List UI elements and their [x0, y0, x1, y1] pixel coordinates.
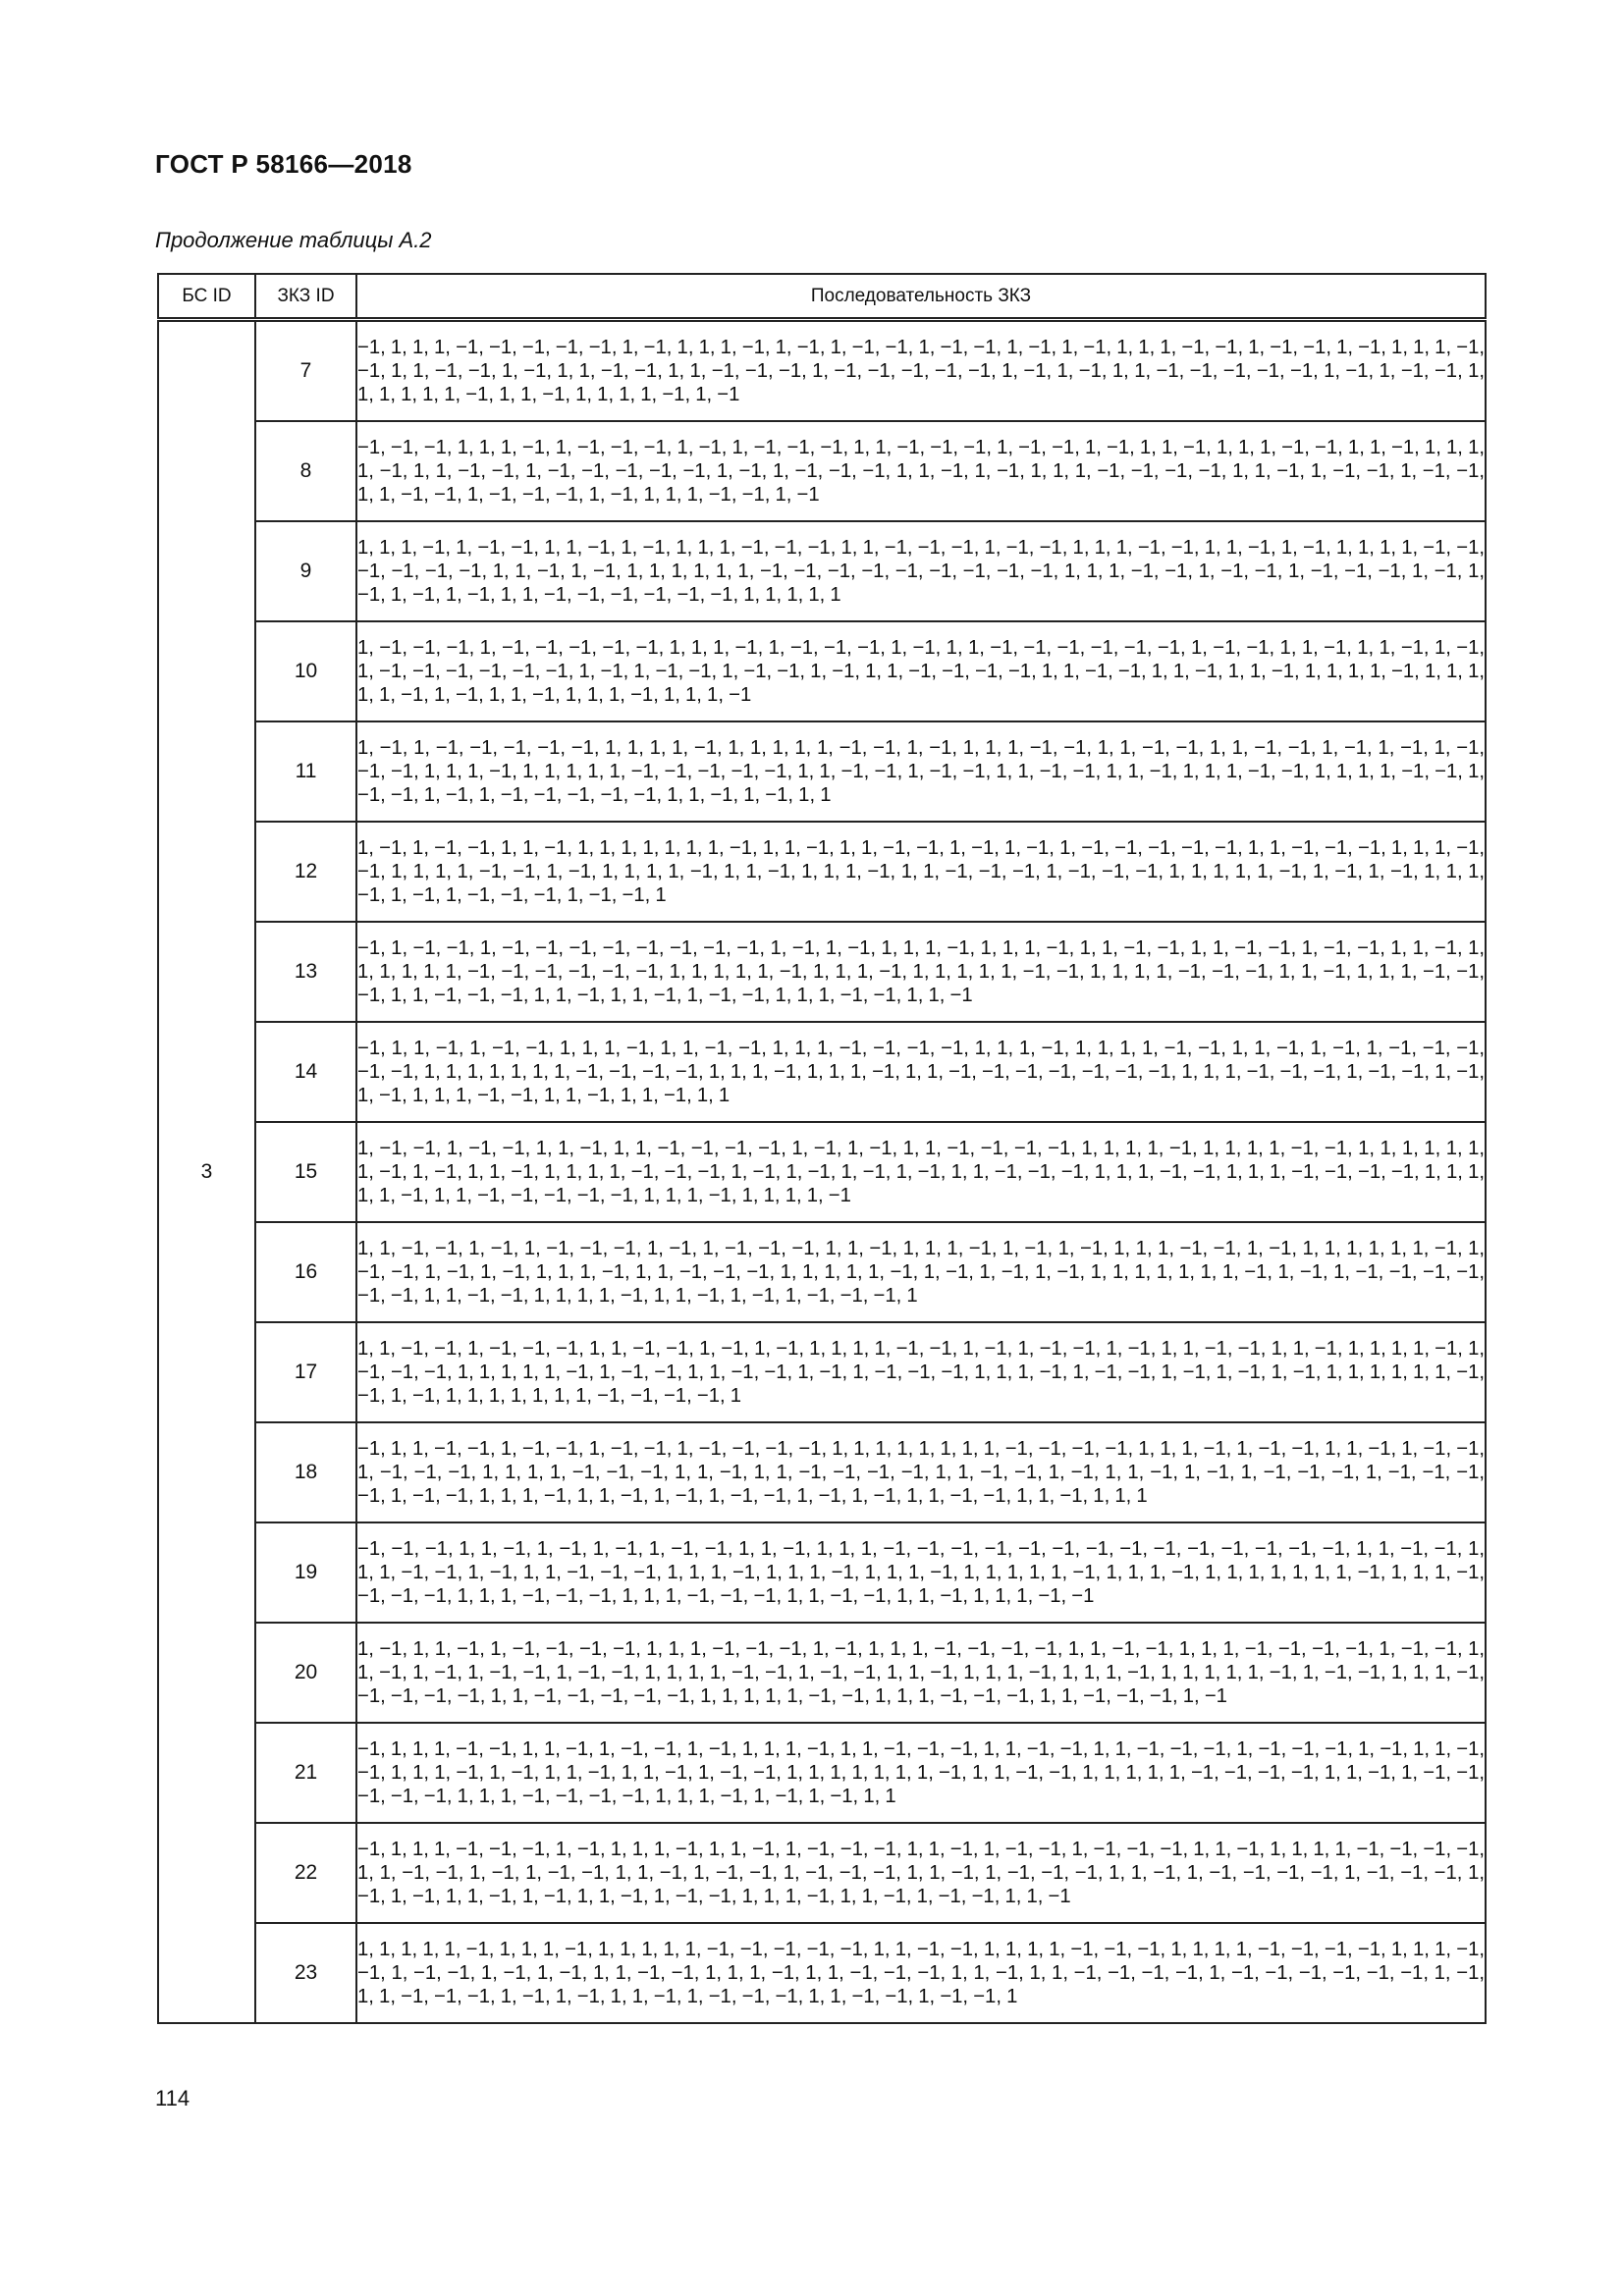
- table-row: [158, 421, 1486, 521]
- zkz-id-cell: 11: [255, 721, 356, 822]
- table-row: [158, 1923, 1486, 2023]
- sequence-cell: 1, −1, 1, 1, −1, 1, −1, −1, −1, −1, 1, 1, 1, −1, −1, −1, 1, −1, 1, 1, 1, −1, −1, −1, −1, 1, 1, −1, −1, 1, 1, 1, −1, −1, −1, −1, 1, −1, −1, 1, 1, −1, 1, −1, 1, −1, −1, 1, −1, −1, 1, 1, 1, 1, −1, −1, 1, −1, −1, 1, 1, −1, 1, 1, 1, −1, 1, 1, 1, −1, 1, 1, 1, 1, 1, −1, 1, −1, −1, 1, 1, 1, −1, −1, −1, −1, −1, 1, 1, −1, −1, −1, −1, −1, 1, 1, 1, 1, 1, −1, −1, 1, 1, 1, −1, −1, −1, 1, 1, −1, −1, −1, 1, −1: [356, 1623, 1486, 1723]
- zkz-id-cell: 14: [255, 1022, 356, 1122]
- table-row: [158, 1723, 1486, 1823]
- zkz-id-cell: 17: [255, 1322, 356, 1422]
- bs-id-cell: 3: [158, 320, 255, 2024]
- sequence-cell: 1, −1, −1, −1, 1, −1, −1, −1, −1, −1, 1, 1, 1, −1, 1, −1, −1, −1, 1, −1, 1, 1, −1, −1, −1, −1, −1, −1, 1, −1, −1, 1, 1, −1, 1, 1, −1, 1, −1, 1, −1, −1, −1, −1, −1, −1, 1, −1, 1, −1, −1, 1, −1, −1, 1, −1, 1, 1, −1, −1, −1, −1, 1, 1, −1, −1, 1, 1, −1, 1, 1, −1, 1, 1, 1, 1, −1, 1, 1, 1, 1, 1, −1, 1, −1, 1, 1, −1, 1, 1, 1, −1, 1, 1, 1, −1: [356, 621, 1486, 721]
- sequence-cell: −1, −1, −1, 1, 1, 1, −1, 1, −1, −1, −1, 1, −1, 1, −1, −1, −1, 1, 1, −1, −1, −1, 1, −1, −1, 1, −1, 1, 1, −1, 1, 1, 1, −1, −1, 1, 1, −1, 1, 1, 1, 1, −1, 1, 1, −1, −1, 1, −1, −1, −1, −1, −1, 1, −1, 1, −1, −1, −1, 1, 1, −1, 1, −1, 1, 1, 1, −1, −1, −1, −1, 1, 1, −1, 1, −1, −1, 1, −1, −1, 1, 1, −1, −1, 1, −1, −1, −1, 1, −1, 1, 1, 1, −1, −1, 1, −1: [356, 421, 1486, 521]
- sequence-cell: −1, 1, 1, 1, −1, −1, −1, 1, −1, 1, 1, 1, −1, 1, 1, −1, 1, −1, −1, −1, 1, 1, −1, 1, −1, −1, 1, −1, −1, −1, 1, 1, −1, 1, 1, 1, 1, −1, −1, −1, −1, 1, 1, −1, −1, 1, −1, 1, −1, −1, 1, 1, −1, 1, −1, −1, 1, −1, −1, −1, 1, 1, −1, 1, −1, −1, −1, 1, 1, −1, 1, −1, −1, −1, −1, 1, −1, −1, −1, 1, −1, 1, −1, 1, 1, −1, 1, −1, 1, 1, −1, 1, −1, −1, 1, 1, 1, −1, 1, 1, −1, 1, −1, −1, 1, 1, −1: [356, 1823, 1486, 1923]
- document-header-title: ГОСТ Р 58166—2018: [155, 149, 412, 179]
- sequence-cell: 1, 1, −1, −1, 1, −1, −1, −1, 1, 1, −1, −1, 1, −1, 1, −1, 1, 1, 1, 1, −1, −1, 1, −1, 1, −1, −1, 1, −1, 1, 1, −1, −1, 1, 1, −1, 1, 1, 1, 1, −1, 1, −1, −1, −1, 1, 1, 1, 1, 1, −1, 1, −1, −1, 1, 1, −1, −1, 1, −1, 1, −1, −1, −1, 1, 1, 1, −1, 1, −1, −1, 1, −1, 1, −1, 1, −1, 1, 1, 1, 1, 1, 1, −1, −1, 1, −1, 1, 1, 1, 1, 1, 1, 1, −1, −1, −1, −1, 1: [356, 1322, 1486, 1422]
- zkz-id-cell: 12: [255, 822, 356, 922]
- sequence-cell: −1, 1, −1, −1, 1, −1, −1, −1, −1, −1, −1, −1, −1, 1, −1, 1, −1, 1, 1, 1, −1, 1, 1, 1, −1, 1, 1, −1, −1, 1, 1, −1, −1, 1, −1, −1, 1, 1, −1, 1, 1, 1, 1, 1, 1, −1, −1, −1, −1, −1, −1, 1, 1, 1, 1, 1, −1, 1, 1, 1, −1, 1, 1, 1, 1, 1, −1, −1, 1, 1, 1, 1, −1, −1, −1, 1, 1, −1, 1, 1, 1, −1, −1, −1, 1, 1, −1, −1, −1, 1, 1, −1, 1, 1, −1, 1, −1, −1, 1, 1, 1, −1, −1, 1, 1, −1: [356, 922, 1486, 1022]
- zkz-id-cell: 10: [255, 621, 356, 721]
- zkz-id-cell: 13: [255, 922, 356, 1022]
- zkz-id-cell: 15: [255, 1122, 356, 1222]
- sequence-cell: −1, −1, −1, 1, 1, −1, 1, −1, 1, −1, 1, −1, −1, 1, 1, −1, 1, 1, 1, −1, −1, −1, −1, −1, −1, −1, −1, −1, −1, −1, −1, −1, −1, 1, 1, −1, −1, 1, 1, 1, −1, −1, 1, −1, 1, 1, −1, −1, −1, 1, 1, 1, −1, 1, 1, 1, −1, 1, 1, 1, −1, 1, 1, 1, 1, 1, −1, 1, 1, 1, −1, 1, 1, 1, 1, 1, 1, 1, −1, 1, 1, 1, −1, −1, −1, −1, 1, 1, 1, −1, −1, −1, 1, 1, 1, −1, −1, −1, 1, 1, −1, −1, 1, 1, −1, 1, 1, 1, −1, −1: [356, 1522, 1486, 1623]
- sequence-cell: 1, 1, −1, −1, 1, −1, 1, −1, −1, −1, 1, −1, 1, −1, −1, −1, 1, 1, −1, 1, 1, 1, −1, 1, −1, 1, −1, 1, 1, 1, −1, −1, 1, −1, 1, 1, 1, 1, 1, 1, −1, 1, −1, −1, 1, −1, 1, −1, 1, 1, 1, −1, 1, 1, −1, −1, −1, 1, 1, 1, 1, 1, −1, 1, −1, 1, −1, 1, −1, 1, 1, 1, 1, 1, 1, 1, −1, 1, −1, 1, −1, −1, −1, −1, −1, −1, 1, 1, −1, −1, 1, 1, 1, 1, −1, 1, 1, −1, 1, −1, 1, −1, −1, −1, 1: [356, 1222, 1486, 1322]
- zkz-id-cell: 23: [255, 1923, 356, 2023]
- sequence-cell: −1, 1, 1, 1, −1, −1, −1, −1, −1, 1, −1, 1, 1, 1, −1, 1, −1, 1, −1, −1, 1, −1, −1, 1, −1, 1, −1, 1, 1, 1, −1, −1, 1, −1, −1, 1, −1, 1, 1, 1, −1, −1, 1, 1, −1, −1, 1, −1, 1, 1, −1, −1, 1, 1, −1, −1, −1, 1, −1, −1, −1, −1, −1, 1, −1, 1, −1, 1, 1, −1, −1, −1, −1, −1, 1, −1, 1, −1, −1, 1, 1, 1, 1, 1, 1, −1, 1, 1, −1, 1, 1, 1, 1, −1, 1, −1: [356, 320, 1486, 422]
- table-row: [158, 1022, 1486, 1122]
- zkz-id-cell: 20: [255, 1623, 356, 1723]
- table-row: [158, 1623, 1486, 1723]
- table-row: [158, 1122, 1486, 1222]
- table-row: [158, 922, 1486, 1022]
- sequence-cell: −1, 1, 1, −1, 1, −1, −1, 1, 1, 1, −1, 1, 1, −1, −1, 1, 1, 1, −1, −1, −1, −1, 1, 1, 1, −1, 1, 1, 1, 1, −1, −1, 1, 1, −1, 1, −1, 1, −1, −1, −1, −1, −1, 1, 1, 1, 1, 1, 1, 1, −1, −1, −1, −1, 1, 1, 1, −1, 1, 1, 1, −1, 1, 1, −1, −1, −1, −1, −1, −1, −1, 1, 1, 1, −1, −1, −1, 1, −1, −1, 1, −1, 1, −1, 1, 1, 1, −1, −1, 1, 1, −1, 1, 1, −1, 1, 1: [356, 1022, 1486, 1122]
- table-row: [158, 1222, 1486, 1322]
- zkz-id-cell: 8: [255, 421, 356, 521]
- table-row: [158, 822, 1486, 922]
- zkz-id-cell: 16: [255, 1222, 356, 1322]
- zkz-id-cell: 18: [255, 1422, 356, 1522]
- table-row: [158, 1522, 1486, 1623]
- zkz-id-cell: 19: [255, 1522, 356, 1623]
- table-caption: Продолжение таблицы А.2: [155, 228, 432, 252]
- table-row: [158, 1422, 1486, 1522]
- sequence-cell: 1, −1, 1, −1, −1, −1, −1, −1, 1, 1, 1, 1, −1, 1, 1, 1, 1, 1, −1, −1, 1, −1, 1, 1, 1, −1, −1, 1, 1, −1, −1, 1, 1, −1, −1, 1, −1, 1, −1, 1, −1, −1, −1, 1, 1, 1, −1, 1, 1, 1, 1, 1, −1, −1, −1, −1, −1, 1, 1, −1, −1, 1, −1, −1, 1, 1, −1, −1, 1, 1, −1, 1, 1, 1, −1, −1, 1, 1, 1, 1, −1, −1, 1, −1, −1, 1, −1, 1, −1, −1, −1, −1, −1, 1, 1, −1, 1, −1, 1, 1: [356, 721, 1486, 822]
- sequence-table: [157, 273, 1487, 2024]
- zkz-id-cell: 22: [255, 1823, 356, 1923]
- sequence-cell: −1, 1, 1, −1, −1, 1, −1, −1, 1, −1, −1, 1, −1, −1, −1, −1, 1, 1, 1, 1, 1, 1, 1, 1, −1, −1, −1, −1, 1, 1, 1, −1, 1, −1, −1, 1, 1, −1, 1, −1, −1, 1, −1, −1, −1, 1, 1, 1, 1, −1, −1, −1, 1, 1, −1, 1, 1, −1, −1, −1, −1, 1, 1, −1, −1, 1, −1, 1, 1, −1, 1, −1, 1, −1, −1, −1, 1, −1, −1, −1, −1, 1, −1, −1, 1, 1, 1, −1, 1, 1, −1, 1, −1, 1, −1, −1, 1, −1, 1, −1, 1, 1, −1, −1, 1, 1, −1, 1, 1, 1: [356, 1422, 1486, 1522]
- column-header-zkz-id: ЗКЗ ID: [255, 274, 356, 320]
- sequence-cell: 1, −1, 1, −1, −1, 1, 1, −1, 1, 1, 1, 1, 1, 1, 1, −1, 1, 1, −1, 1, 1, −1, −1, 1, −1, 1, −1, 1, −1, −1, −1, −1, −1, 1, 1, −1, −1, −1, 1, 1, 1, −1, −1, 1, 1, 1, 1, −1, −1, 1, −1, 1, 1, 1, 1, −1, 1, 1, −1, 1, 1, 1, −1, 1, 1, −1, −1, −1, 1, −1, −1, −1, 1, 1, 1, 1, 1, −1, 1, −1, 1, −1, 1, 1, 1, −1, 1, −1, 1, −1, −1, −1, 1, −1, −1, 1: [356, 822, 1486, 922]
- zkz-id-cell: 21: [255, 1723, 356, 1823]
- column-header-sequence: Последовательность ЗКЗ: [356, 274, 1486, 320]
- table-row: [158, 521, 1486, 621]
- table-row: [158, 320, 1486, 422]
- table-header-row: [158, 274, 1486, 320]
- table-row: [158, 721, 1486, 822]
- table-row: [158, 1322, 1486, 1422]
- sequence-cell: 1, −1, −1, 1, −1, −1, 1, 1, −1, 1, 1, −1, −1, −1, −1, 1, −1, 1, −1, 1, 1, −1, −1, −1, −1, 1, 1, 1, 1, −1, 1, 1, 1, 1, −1, −1, 1, 1, 1, 1, 1, 1, 1, −1, 1, −1, 1, 1, −1, 1, 1, 1, 1, −1, −1, −1, 1, −1, 1, −1, 1, −1, 1, −1, 1, 1, −1, −1, −1, 1, 1, 1, −1, −1, 1, 1, 1, −1, −1, −1, −1, 1, 1, 1, 1, 1, −1, 1, 1, −1, −1, −1, −1, −1, 1, 1, 1, −1, 1, 1, 1, 1, −1: [356, 1122, 1486, 1222]
- sequence-cell: 1, 1, 1, −1, 1, −1, −1, 1, 1, −1, 1, −1, 1, 1, 1, −1, −1, −1, 1, 1, −1, −1, −1, 1, −1, −1, 1, 1, 1, −1, −1, 1, 1, −1, 1, −1, 1, 1, 1, 1, −1, −1, −1, −1, −1, −1, 1, 1, −1, 1, −1, 1, 1, 1, 1, 1, 1, −1, −1, −1, −1, −1, −1, −1, −1, −1, 1, 1, 1, −1, −1, 1, −1, −1, 1, −1, −1, −1, 1, −1, 1, −1, 1, −1, 1, −1, 1, 1, −1, −1, −1, −1, −1, −1, 1, 1, 1, 1, 1: [356, 521, 1486, 621]
- table-row: [158, 1823, 1486, 1923]
- zkz-id-cell: 9: [255, 521, 356, 621]
- sequence-cell: 1, 1, 1, 1, 1, −1, 1, 1, 1, −1, 1, 1, 1, 1, 1, −1, −1, −1, −1, −1, 1, 1, −1, −1, 1, 1, 1, 1, −1, −1, −1, 1, 1, 1, 1, −1, −1, −1, −1, 1, 1, 1, −1, −1, 1, −1, −1, 1, −1, 1, −1, 1, 1, −1, −1, 1, 1, 1, −1, 1, 1, −1, −1, −1, 1, 1, −1, 1, 1, −1, −1, −1, −1, 1, −1, −1, −1, −1, −1, −1, 1, −1, 1, 1, −1, −1, −1, 1, −1, 1, −1, 1, 1, −1, 1, −1, −1, −1, 1, 1, −1, −1, 1, −1, −1, 1: [356, 1923, 1486, 2023]
- page-number: 114: [155, 2086, 190, 2110]
- zkz-id-cell: 7: [255, 320, 356, 422]
- column-header-bs-id: БС ID: [158, 274, 255, 320]
- table-row: [158, 621, 1486, 721]
- sequence-cell: −1, 1, 1, 1, −1, −1, 1, 1, −1, 1, −1, −1, 1, −1, 1, 1, 1, −1, 1, 1, −1, −1, −1, 1, 1, −1, −1, 1, 1, −1, −1, −1, 1, −1, −1, −1, 1, −1, 1, 1, −1, −1, 1, 1, 1, −1, 1, −1, 1, 1, −1, 1, 1, −1, 1, −1, −1, 1, 1, 1, 1, 1, 1, 1, −1, 1, 1, −1, −1, 1, 1, 1, 1, 1, −1, −1, −1, −1, 1, 1, −1, 1, −1, −1, −1, −1, −1, 1, 1, 1, −1, −1, −1, −1, 1, 1, 1, −1, 1, −1, 1, −1, 1, 1: [356, 1723, 1486, 1823]
